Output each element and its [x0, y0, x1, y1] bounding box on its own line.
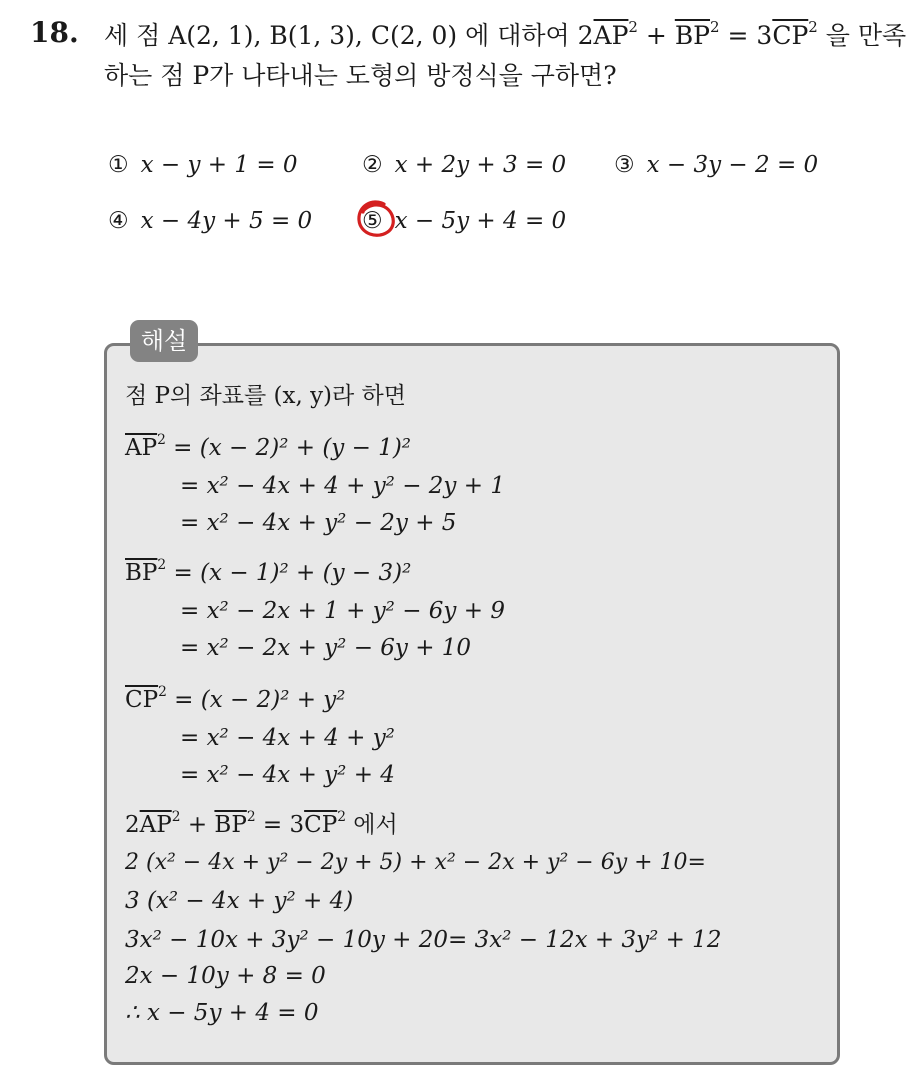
solution-cp-eq3: = x² − 4x + y² + 4: [180, 762, 395, 788]
solution-line-a: 2 (x² − 4x + y² − 2y + 5) + x² − 2x + y² − 6y + 10=: [125, 850, 706, 875]
solution-tag: 해설: [130, 320, 198, 362]
solution-intro: 점 P의 좌표를 (x, y)라 하면: [125, 383, 406, 409]
choice-2[interactable]: ② x + 2y + 3 = 0: [362, 152, 567, 178]
segment-bp: $\overline{BP}$: [674, 21, 711, 50]
solution-line-e: ∴ x − 5y + 4 = 0: [125, 1000, 319, 1026]
solution-cp-eq2: = x² − 4x + 4 + y²: [180, 725, 395, 751]
solution-bp-eq3: = x² − 2x + y² − 6y + 10: [180, 635, 472, 661]
solution-ap-eq3: = x² − 4x + y² − 2y + 5: [180, 510, 457, 536]
answer-circle-mark: [354, 198, 398, 242]
solution-combine: $2\overline{AP}^2 + \overline{BP}^2 = 3\overline{CP}^2$ 에서: [125, 808, 398, 838]
solution-ap-eq2: = x² − 4x + 4 + y² − 2y + 1: [180, 473, 505, 499]
choice-4[interactable]: ④ x − 4y + 5 = 0: [108, 208, 313, 234]
choice-1[interactable]: ① x − y + 1 = 0: [108, 152, 298, 178]
solution-cp-eq1: $\overline{CP}^2 = (x - 2)^2 + y^2$: [125, 683, 346, 713]
question-text-line1: 세 점 A(2, 1), B(1, 3), C(2, 0) 에 대하여 $2\overline{AP}^2 + \overline{BP}^2 = 3\overline{CP}^2$ 을 만족: [104, 18, 906, 50]
choice-3[interactable]: ③ x − 3y − 2 = 0: [614, 152, 819, 178]
solution-line-d: 2x − 10y + 8 = 0: [125, 963, 326, 989]
solution-line-b: 3 (x² − 4x + y² + 4): [125, 888, 354, 914]
solution-bp-eq2: = x² − 2x + 1 + y² − 6y + 9: [180, 598, 505, 624]
solution-line-c: 3x² − 10x + 3y² − 10y + 20= 3x² − 12x + 3y² + 12: [125, 927, 722, 953]
question-number: 18.: [30, 16, 79, 49]
segment-ap: $\overline{AP}$: [593, 21, 629, 50]
question-text-line2: 하는 점 P가 나타내는 도형의 방정식을 구하면?: [104, 61, 617, 90]
solution-ap-eq1: $\overline{AP}^2 = (x - 2)^2 + (y - 1)^2$: [125, 431, 412, 461]
segment-cp: $\overline{CP}$: [772, 21, 809, 50]
choice-5[interactable]: ⑤ x − 5y + 4 = 0: [362, 208, 567, 234]
solution-bp-eq1: $\overline{BP}^2 = (x - 1)^2 + (y - 3)^2$: [125, 556, 412, 586]
